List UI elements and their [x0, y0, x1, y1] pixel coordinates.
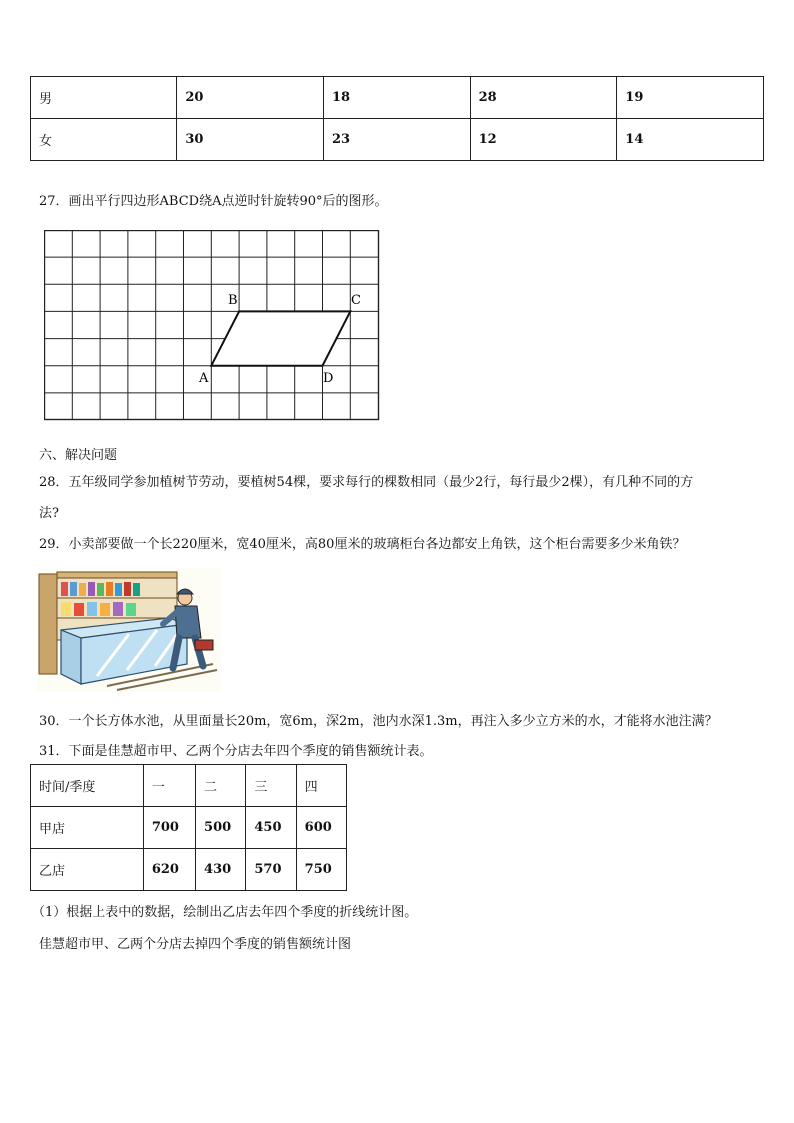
label-c: C	[351, 293, 361, 308]
table-row	[31, 77, 764, 119]
row-label: 男	[31, 77, 177, 119]
label-d: D	[323, 371, 334, 386]
table-cell: 750	[296, 849, 346, 891]
table-cell: 30	[177, 119, 324, 161]
question-27: 27．画出平行四边形ABCD绕A点逆时针旋转90°后的图形。	[39, 194, 388, 209]
header-cell: 三	[246, 765, 296, 807]
table-cell: 18	[323, 77, 470, 119]
table-row	[31, 119, 764, 161]
table-cell: 450	[246, 807, 296, 849]
question-29: 29．小卖部要做一个长220厘米，宽40厘米，高80厘米的玻璃柜台各边都安上角铁，这个柜台需要多少米角铁？	[39, 537, 686, 552]
label-a: A	[199, 371, 209, 386]
grid-figure	[44, 230, 384, 426]
glass-counter-illustration	[37, 568, 221, 692]
header-cell: 时间/季度	[31, 765, 144, 807]
table-header-row	[31, 765, 347, 807]
question-31-part1: （1）根据上表中的数据，绘制出乙店去年四个季度的折线统计图。	[32, 905, 418, 920]
question-28-line1: 28．五年级同学参加植树节劳动，要植树54棵，要求每行的棵数相同（最少2行，每行最少2棵），有几种不同的方	[39, 475, 694, 490]
gender-table	[30, 76, 764, 161]
table-cell: 20	[177, 77, 324, 119]
section-heading: 六、解决问题	[39, 448, 118, 463]
parallelogram-abcd	[211, 311, 350, 365]
label-b: B	[228, 293, 238, 308]
table-cell: 19	[617, 77, 764, 119]
table-cell: 500	[196, 807, 246, 849]
chart-title: 佳慧超市甲、乙两个分店去掉四个季度的销售额统计图	[39, 937, 352, 952]
table-cell: 430	[196, 849, 246, 891]
table-cell: 28	[470, 77, 617, 119]
table-cell: 12	[470, 119, 617, 161]
header-cell: 二	[196, 765, 246, 807]
row-label: 乙店	[31, 849, 144, 891]
table-row	[31, 807, 347, 849]
row-label: 甲店	[31, 807, 144, 849]
row-label: 女	[31, 119, 177, 161]
table-cell: 23	[323, 119, 470, 161]
parallelogram-grid	[44, 230, 384, 430]
header-cell: 一	[143, 765, 195, 807]
question-31: 31．下面是佳慧超市甲、乙两个分店去年四个季度的销售额统计表。	[39, 744, 433, 759]
sales-table	[30, 764, 347, 891]
table-cell: 620	[143, 849, 195, 891]
table-row	[31, 849, 347, 891]
question-28-line2: 法?	[39, 506, 59, 521]
table-cell: 700	[143, 807, 195, 849]
table-cell: 14	[617, 119, 764, 161]
header-cell: 四	[296, 765, 346, 807]
question-30: 30．一个长方体水池，从里面量长20m，宽6m，深2m，池内水深1.3m，再注入多少立方米的水，才能将水池注满？	[39, 714, 718, 729]
table-cell: 600	[296, 807, 346, 849]
table-cell: 570	[246, 849, 296, 891]
